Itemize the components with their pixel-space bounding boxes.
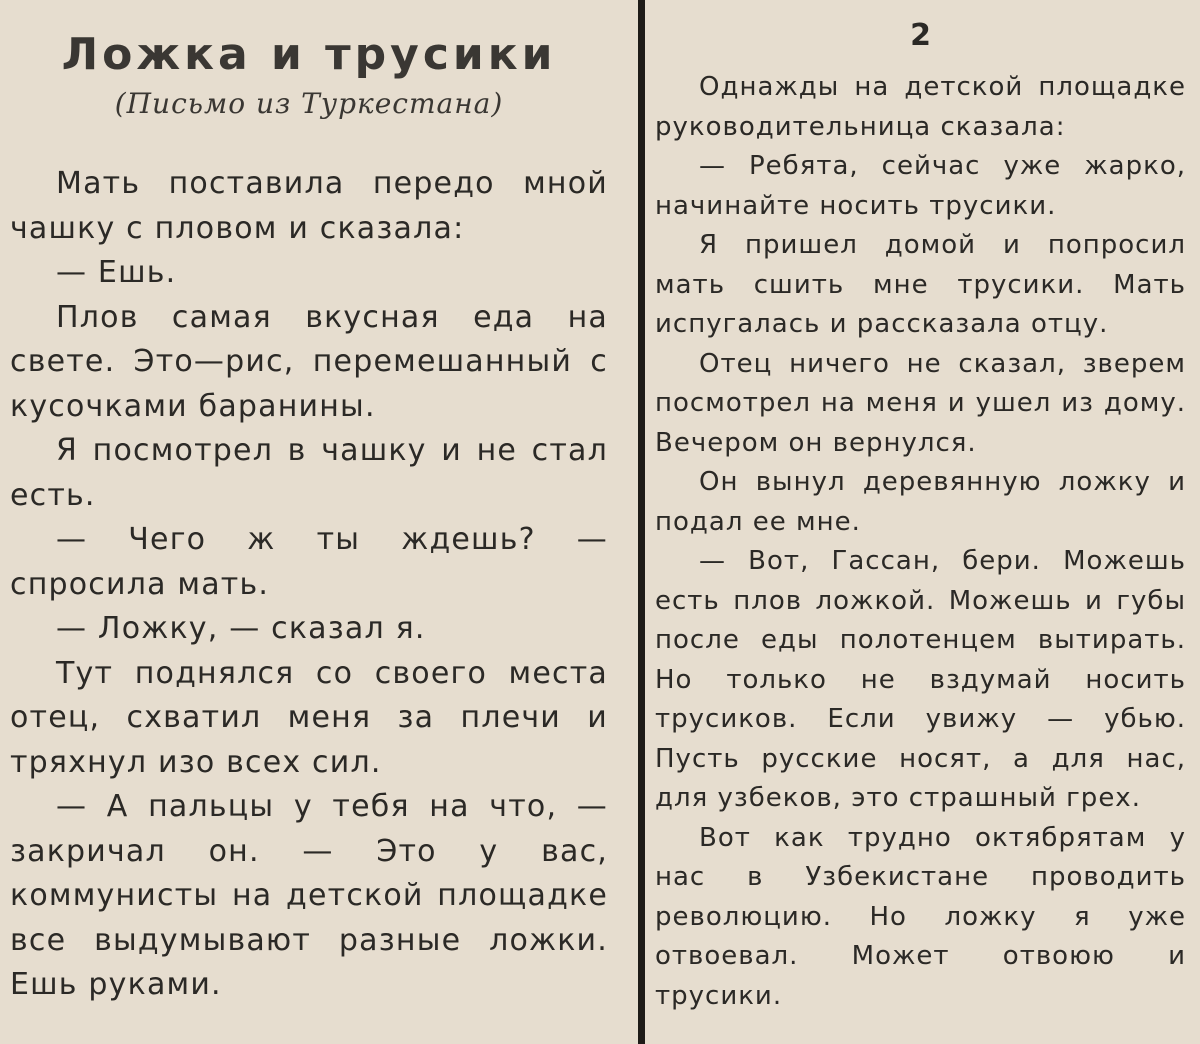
paragraph: — Ешь. <box>56 255 177 290</box>
paragraph: Отец ничего не сказал, зверем посмотрел на меня и ушел из дому. Вечером он вернулся. <box>655 348 1186 458</box>
paragraph: Мать поставила передо мной чашку с пловом и сказала: <box>10 166 608 246</box>
paragraph: — Вот, Гассан, бери. Можешь есть плов ложкой. Можешь и губы после еды полотенцем вытирать. Но только не вздумай носить трусиков. Если увижу — убью. Пусть русские носят, а для нас, для узбеков, это страшный грех. <box>655 546 1186 813</box>
paragraph: Тут поднялся со своего места отец, схватил меня за плечи и тряхнул изо всех сил. <box>10 655 608 780</box>
left-page-text <box>10 162 608 1008</box>
page-divider <box>638 0 645 1044</box>
paragraph: Я пришел домой и попросил мать сшить мне трусики. Мать испугалась и рассказала отцу. <box>655 230 1186 339</box>
article-subtitle: (Письмо из Туркестана) <box>114 87 504 120</box>
page-number: 2 <box>910 18 931 53</box>
paragraph: Он вынул деревянную ложку и подал ее мне. <box>655 467 1186 537</box>
paragraph: Однажды на детской площадке руководительница сказала: <box>655 72 1186 142</box>
paragraph: Плов самая вкусная еда на свете. Это—рис, перемешанный с кусочками баранины. <box>10 299 608 424</box>
paragraph: Вот как трудно октябрятам у нас в Узбекистане проводить революцию. Но ложку я уже отвоевал. Может отвоюю и трусики. <box>655 822 1186 1011</box>
paragraph: — А пальцы у тебя на что, — закричал он. — Это у вас, коммунисты на детской площадке все выдумывают разные ложки. Ешь руками. <box>10 789 608 1002</box>
paragraph: — Ребята, сейчас уже жарко, начинайте носить трусики. <box>655 151 1186 221</box>
paragraph: Я посмотрел в чашку и не стал есть. <box>10 433 608 513</box>
article-title: Ложка и трусики <box>61 29 557 80</box>
paragraph: — Чего ж ты ждешь? —спросила мать. <box>10 522 608 602</box>
right-page-text <box>655 68 1186 1016</box>
right-page <box>645 0 1200 1044</box>
paragraph: — Ложку, — сказал я. <box>56 611 426 646</box>
